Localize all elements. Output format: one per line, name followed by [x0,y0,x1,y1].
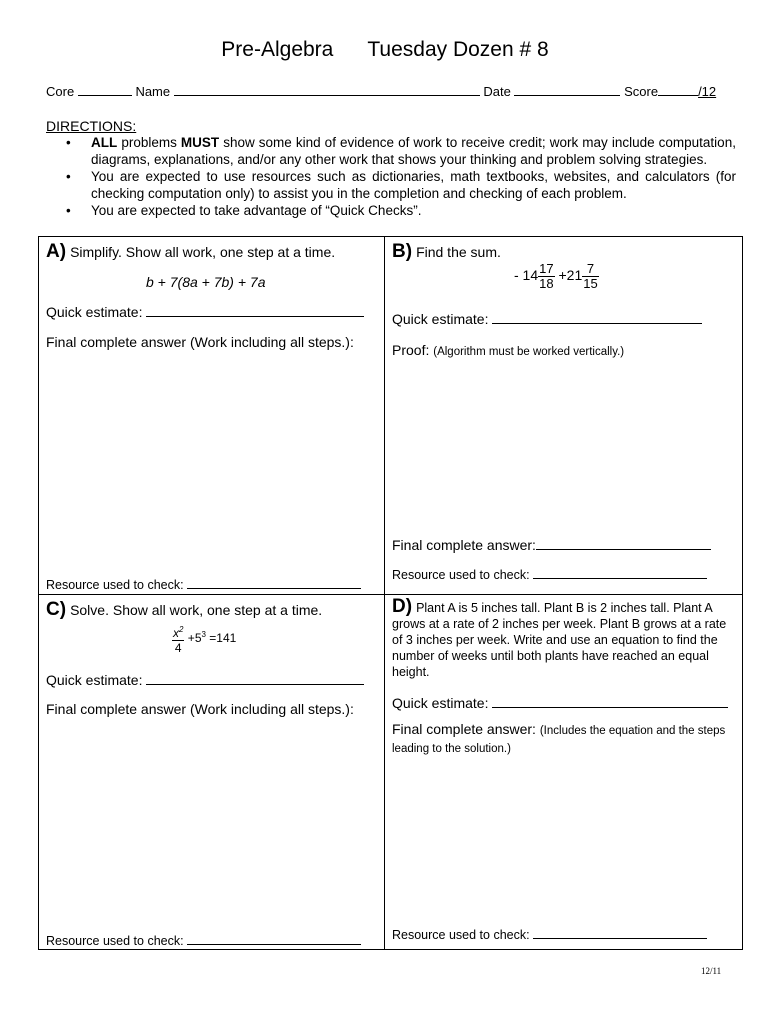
problem-c-header [46,599,322,621]
problem-d-final-answer [392,721,736,757]
term2-fraction [582,262,598,291]
emphasis-must: MUST [180,135,220,150]
problem-b-header [392,241,501,263]
directions-heading: DIRECTIONS: [46,118,137,134]
resource-label: Resource used to check: [46,934,184,948]
term2-whole: 21 [566,267,583,284]
problem-d-letter: D) [392,596,413,617]
directions-item: • You are expected to use resources such as dictionaries, math textbooks, websites, and calculators (for checking computation only) to assist you in the completion and checking of each problem. [46,168,736,202]
equation-base: 5 [194,631,202,646]
resource-label: Resource used to check: [392,568,530,582]
score-label: Score [624,84,659,99]
bullet1-mid: problems [121,135,177,150]
problem-a-quick-estimate [46,304,364,320]
term1-fraction [538,262,554,291]
problem-d-quick-estimate [392,695,728,711]
term2-numerator: 7 [582,262,598,277]
emphasis-all: ALL [91,135,118,150]
core-label: Core [46,84,75,99]
equation-fraction [172,623,184,655]
bullet1-rest: show some kind of evidence of work to receive credit; work may include computation, diagrams, explanations, and/or any other work that shows your thinking and problem solving strategies. [91,135,736,167]
resource-field[interactable] [533,928,707,939]
base-exponent: 3 [201,630,206,640]
date-field[interactable] [514,84,620,96]
final-answer-note: (Includes the equation and the steps leading to the solution.) [392,725,726,755]
problem-a-resource [46,578,361,592]
resource-field[interactable] [187,934,361,945]
directions-item: • You are expected to take advantage of “Quick Checks”. [46,202,736,219]
quick-estimate-label: Quick estimate: [46,672,143,688]
final-answer-label: Final complete answer: [392,721,536,737]
quick-estimate-field[interactable] [492,697,728,708]
quick-estimate-field[interactable] [146,674,364,685]
term2-denominator: 15 [583,276,598,291]
problem-c-equation [172,623,236,655]
proof-note: (Algorithm must be worked vertically.) [433,346,625,358]
score-field[interactable] [658,84,698,96]
grid-vertical-divider [384,236,385,950]
equation-denominator: 4 [174,641,182,655]
quick-estimate-label: Quick estimate: [46,304,143,320]
directions-item [46,134,736,168]
variable-exponent: 2 [179,625,184,634]
page-title [0,38,770,62]
name-label: Name [135,84,171,99]
problem-b-instruction: Find the sum. [416,244,501,260]
equation-plus: + [187,631,195,646]
proof-label: Proof: [392,342,430,358]
problem-d-resource [392,928,707,942]
problem-c-letter: C) [46,599,67,620]
resource-label: Resource used to check: [46,578,184,592]
resource-field[interactable] [533,568,707,579]
problem-c-final-answer-label: Final complete answer (Work including all steps.): [46,701,354,717]
final-answer-field[interactable] [536,539,711,550]
problem-a-final-answer-label: Final complete answer (Work including all steps.): [46,334,354,350]
title-subject: Pre-Algebra [221,38,334,61]
problem-d-text: Plant A is 5 inches tall. Plant B is 2 inches tall. Plant A grows at a rate of 2 inches per week. Plant B grows at a rate of 3 inches per week. Write and use an equation to find the number of weeks until both plants have reached an equal height. [392,601,727,679]
quick-estimate-label: Quick estimate: [392,311,489,327]
term1-denominator: 18 [539,276,554,291]
problem-a-instruction: Simplify. Show all work, one step at a time. [70,244,336,260]
problem-b-final-answer [392,537,711,553]
term1-numerator: 17 [539,261,554,276]
name-field[interactable] [174,84,480,96]
equation-variable: x [173,626,179,640]
problem-b-proof [392,342,624,358]
grid-horizontal-divider [38,594,743,595]
problem-d-body [392,596,736,680]
quick-estimate-label: Quick estimate: [392,695,489,711]
problem-c-quick-estimate [46,672,364,688]
problem-b-quick-estimate [392,311,702,327]
quick-estimate-field[interactable] [492,313,702,324]
directions-list [46,134,736,219]
quick-estimate-field[interactable] [146,306,364,317]
problem-a-letter: A) [46,241,67,262]
plus-sign: + [558,267,567,284]
footer-date-code: 12/11 [701,966,722,976]
student-info-line [46,84,736,99]
resource-field[interactable] [187,578,361,589]
problem-a-expression: b + 7(8a + 7b) + 7a [146,274,266,290]
date-label: Date [483,84,511,99]
term1-whole: - 14 [514,267,539,284]
final-answer-label: Final complete answer: [392,537,536,553]
problem-b-letter: B) [392,241,413,262]
core-field[interactable] [78,84,132,96]
problem-b-expression [514,262,599,291]
problem-c-instruction: Solve. Show all work, one step at a time. [70,602,323,618]
problem-c-resource [46,934,361,948]
resource-label: Resource used to check: [392,928,530,942]
title-assignment: Tuesday Dozen # 8 [367,38,549,61]
problem-b-resource [392,568,707,582]
score-total: /12 [698,84,717,99]
problem-a-header [46,241,335,263]
equation-rhs: =141 [209,631,237,646]
